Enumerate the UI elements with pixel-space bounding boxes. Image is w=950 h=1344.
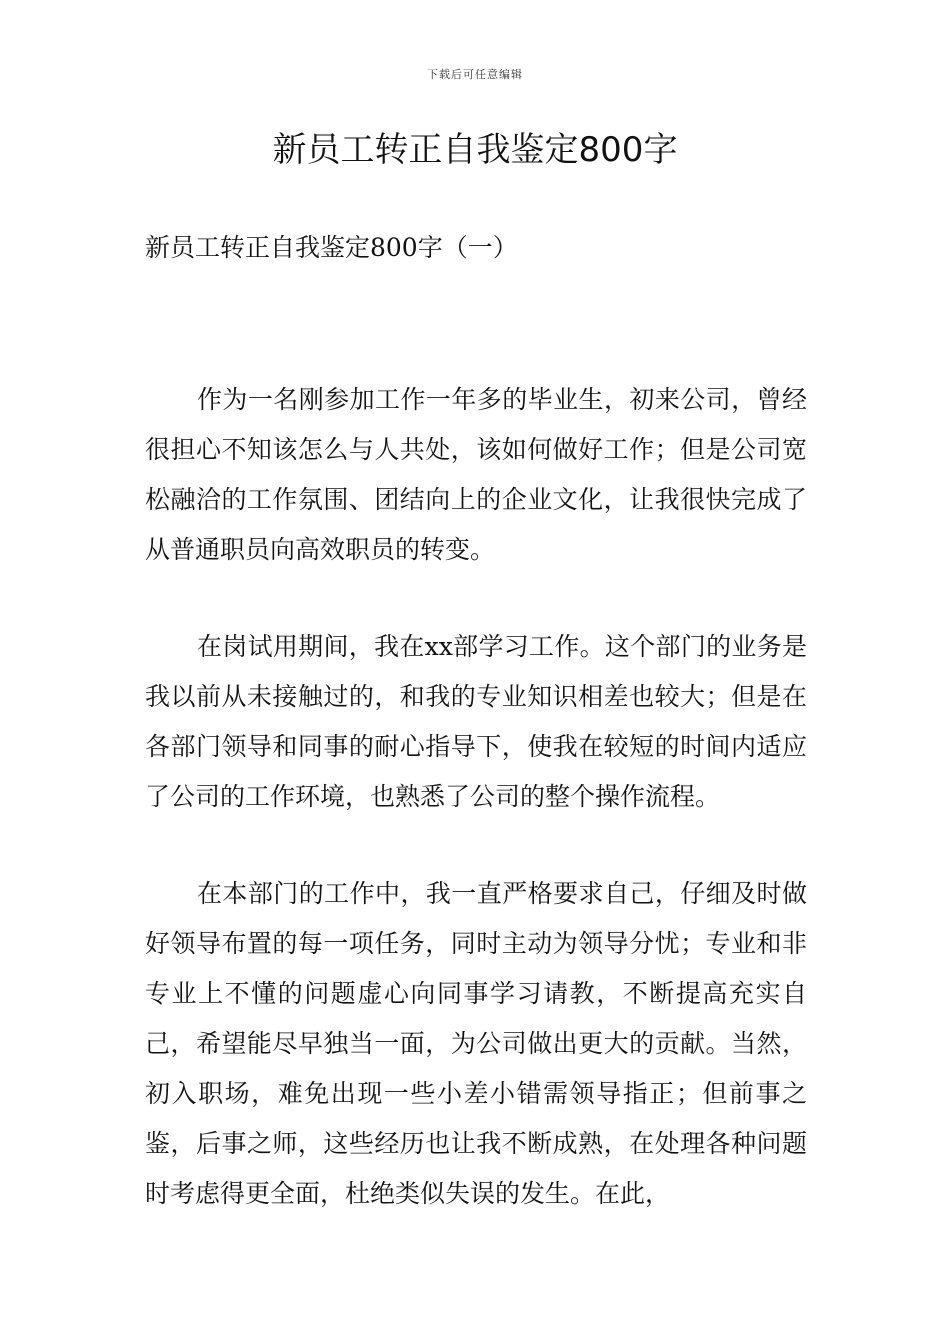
header-note: 下载后可任意编辑 [427,68,523,81]
document-title: 新员工转正自我鉴定800字 [272,130,678,170]
paragraph-3: 在本部门的工作中，我一直严格要求自己，仔细及时做好领导布置的每一项任务，同时主动为领导分忧；专业和非专业上不懂的问题虚心向同事学习请教，不断提高充实自己，希望能尽早独当一面，为公司做出更大的贡献。当然，初入职场，难免出现一些小差小错需领导指正；但前事之鉴，后事之师，这些经历也让我不断成熟，在处理各种问题时考虑得更全面，杜绝类似失误的发生。在此， [145,879,807,1208]
document-subtitle: 新员工转正自我鉴定800字（一） [145,233,518,262]
paragraph-1: 作为一名刚参加工作一年多的毕业生，初来公司，曾经很担心不知该怎么与人共处，该如何做好工作；但是公司宽松融洽的工作氛围、团结向上的企业文化，让我很快完成了从普通职员向高效职员的转变。 [145,385,807,564]
paragraph-2: 在岗试用期间，我在xx部学习工作。这个部门的业务是我以前从未接触过的，和我的专业知识相差也较大；但是在各部门领导和同事的耐心指导下，使我在较短的时间内适应了公司的工作环境，也熟悉了公司的整个操作流程。 [145,632,807,811]
